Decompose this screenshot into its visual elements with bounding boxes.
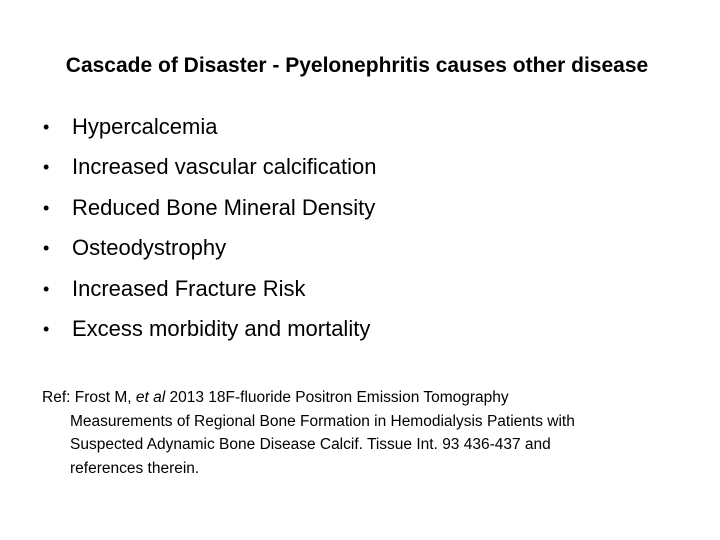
bullet-dot-icon: •	[43, 238, 50, 259]
bullet-item: • Excess morbidity and mortality	[40, 312, 376, 352]
bullet-item: • Reduced Bone Mineral Density	[40, 191, 376, 231]
reference-citation	[42, 386, 692, 480]
reference-line-1: Ref: Frost M, et al 2013 18F-fluoride Positron Emission Tomography	[42, 389, 509, 406]
bullet-item: • Osteodystrophy	[40, 231, 376, 271]
reference-line-4: references therein.	[70, 459, 200, 477]
bullet-list	[40, 110, 376, 352]
bullet-dot-icon: •	[43, 197, 50, 218]
bullet-dot-icon: •	[43, 278, 50, 299]
bullet-dot-icon: •	[43, 157, 50, 178]
bullet-item: • Increased Fracture Risk	[40, 272, 376, 312]
reference-line-3: Suspected Adynamic Bone Disease Calcif. Tissue Int. 93 436-437 and	[70, 436, 551, 453]
bullet-dot-icon: •	[43, 117, 50, 137]
reference-et-al: et al	[135, 389, 166, 406]
bullet-dot-icon: •	[43, 318, 50, 339]
slide-title: Cascade of Disaster - Pyelonephritis causes other disease	[65, 54, 649, 77]
bullet-item: • Increased vascular calcification	[40, 150, 376, 190]
reference-line-2: Measurements of Regional Bone Formation in Hemodialysis Patients with	[70, 412, 575, 430]
bullet-item: • Hypercalcemia	[40, 110, 376, 150]
